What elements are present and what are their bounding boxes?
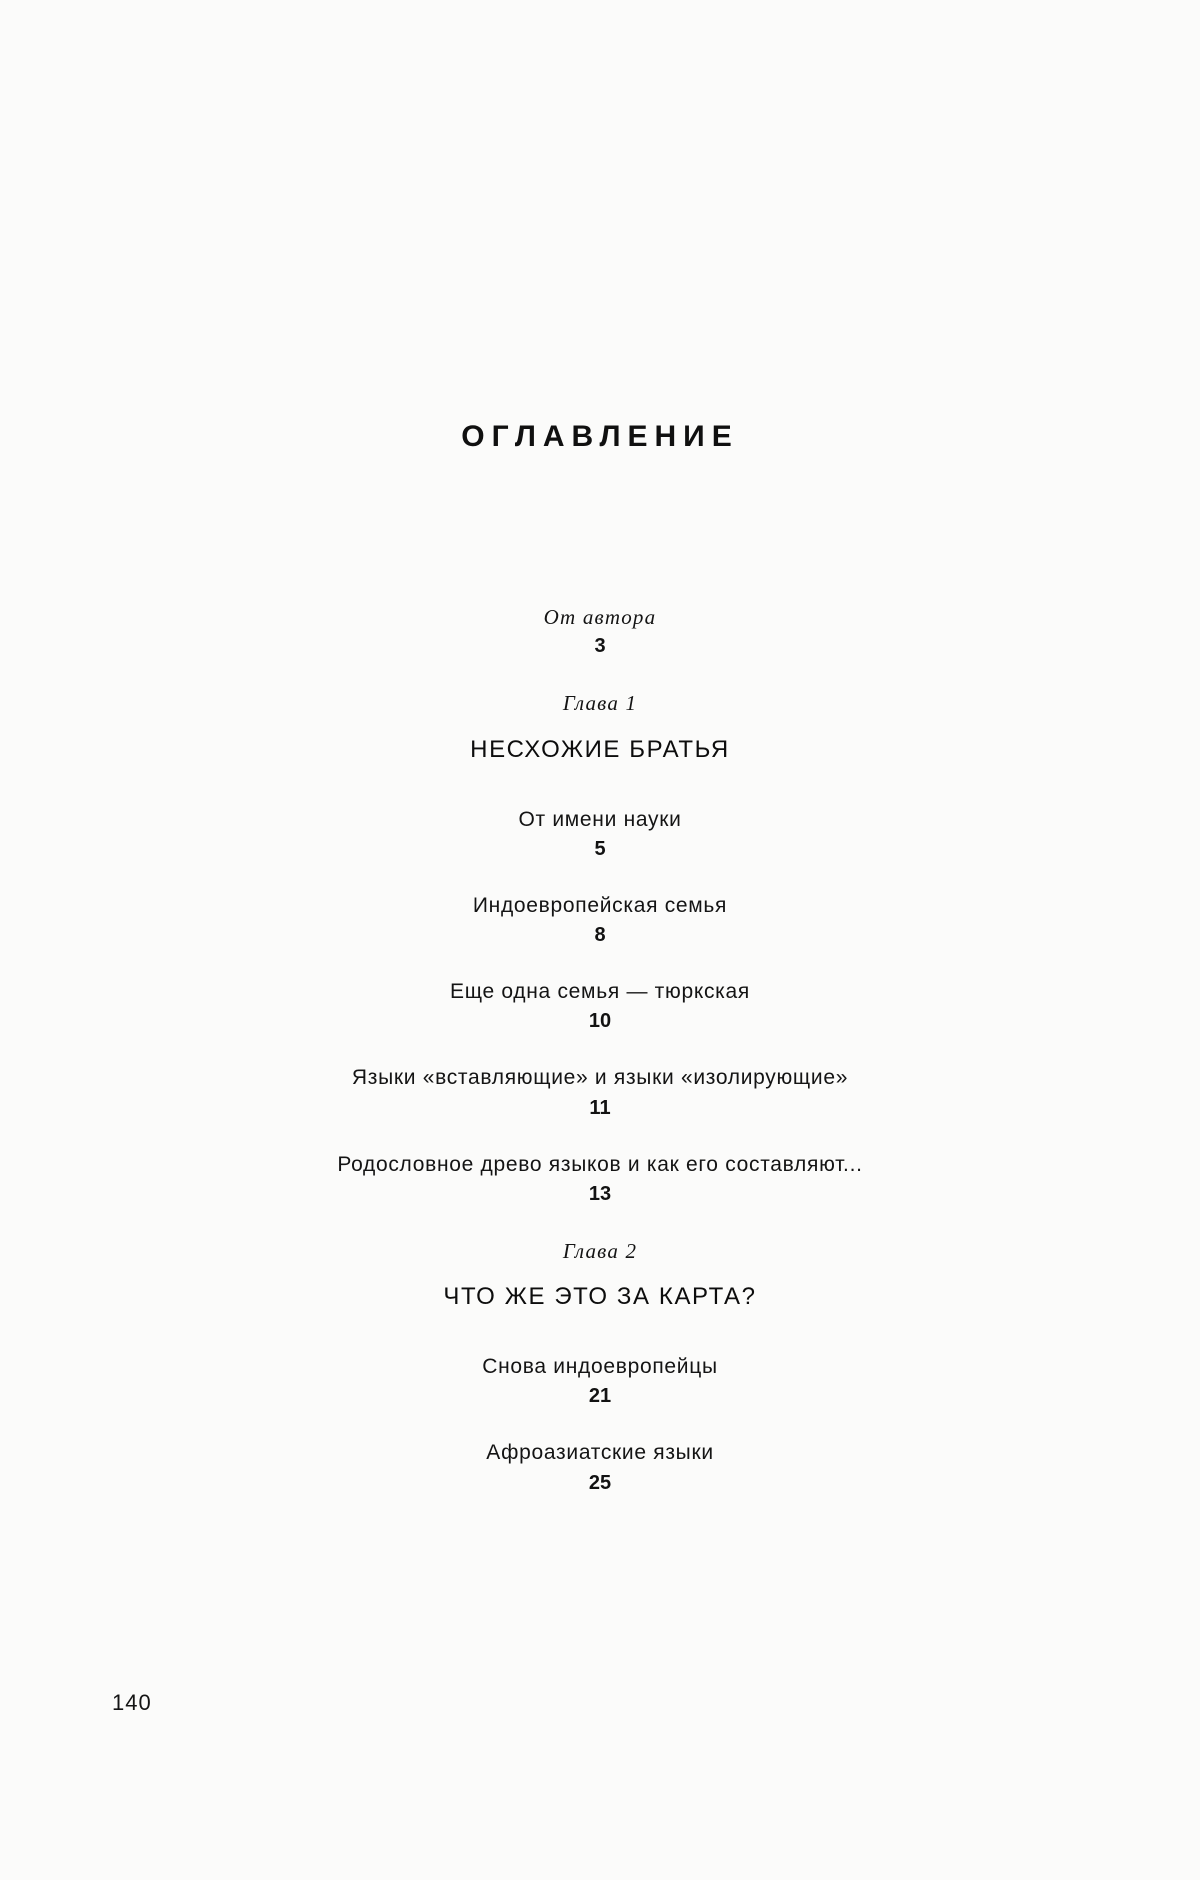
- spacer: [0, 1264, 1200, 1282]
- page-title: ОГЛАВЛЕНИЕ: [461, 420, 739, 453]
- toc-entry-label: Родословное древо языков и как его составляют...: [337, 1152, 863, 1176]
- spacer: [0, 1410, 1200, 1440]
- spacer: [0, 1035, 1200, 1065]
- toc-entry-indoevropeyskaya-semya[interactable]: [0, 893, 1200, 949]
- toc-entry-ot-imeni-nauki[interactable]: [0, 807, 1200, 863]
- toc-entry-ot-avtora[interactable]: [0, 604, 1200, 660]
- toc-entry-label: ЧТО ЖЕ ЭТО ЗА КАРТА?: [443, 1283, 757, 1310]
- toc-entry-label: НЕСХОЖИЕ БРАТЬЯ: [470, 735, 730, 763]
- toc-entry-label: Глава 1: [562, 691, 638, 716]
- spacer: [0, 863, 1200, 893]
- toc-entry-chapter-2-label[interactable]: [0, 1238, 1200, 1264]
- spacer: [0, 1122, 1200, 1152]
- toc-entry-page: 13: [588, 1182, 612, 1205]
- toc-entry-neskhozhie-bratya[interactable]: [0, 735, 1200, 765]
- toc-entry-chto-zhe-eto-za-karta[interactable]: [0, 1282, 1200, 1312]
- toc-list: [0, 604, 1200, 1497]
- toc-entry-label: От имени науки: [518, 807, 682, 831]
- toc-entry-chapter-1-label[interactable]: [0, 690, 1200, 716]
- spacer: [0, 949, 1200, 979]
- spacer: [0, 1208, 1200, 1238]
- toc-entry-afroaziatskie-yazyki[interactable]: [0, 1440, 1200, 1496]
- spacer: [0, 660, 1200, 690]
- page-number: 140: [112, 1690, 152, 1715]
- toc-entry-snova-indoevropeytsy[interactable]: [0, 1354, 1200, 1410]
- toc-entry-label: Индоевропейская семья: [472, 893, 728, 917]
- toc-entry-esche-odna-semya-tyurkskaya[interactable]: [0, 979, 1200, 1035]
- toc-entry-label: Языки «вставляющие» и языки «изолирующие»: [351, 1066, 849, 1090]
- toc-entry-label: Снова индоевропейцы: [482, 1355, 718, 1378]
- toc-entry-page: 10: [588, 1010, 612, 1033]
- toc-entry-page: 21: [588, 1385, 612, 1408]
- toc-entry-page: 11: [589, 1096, 611, 1119]
- toc-entry-label: Афроазиатские языки: [486, 1441, 714, 1465]
- spacer: [0, 765, 1200, 807]
- toc-entry-label: Еще одна семья — тюркская: [450, 980, 750, 1003]
- toc-entry-label: От автора: [543, 605, 657, 629]
- toc-entry-label: Глава 2: [562, 1238, 638, 1263]
- toc-entry-page: 3: [594, 635, 606, 658]
- toc-entry-page: 8: [594, 924, 606, 946]
- toc-entry-page: 5: [594, 837, 606, 860]
- toc-entry-rodoslovnoe-drevo[interactable]: [0, 1152, 1200, 1208]
- toc-entry-page: 25: [588, 1471, 612, 1494]
- toc-entry-yazyki-vstavlyayuschie[interactable]: [0, 1065, 1200, 1121]
- spacer: [0, 717, 1200, 735]
- spacer: [0, 1312, 1200, 1354]
